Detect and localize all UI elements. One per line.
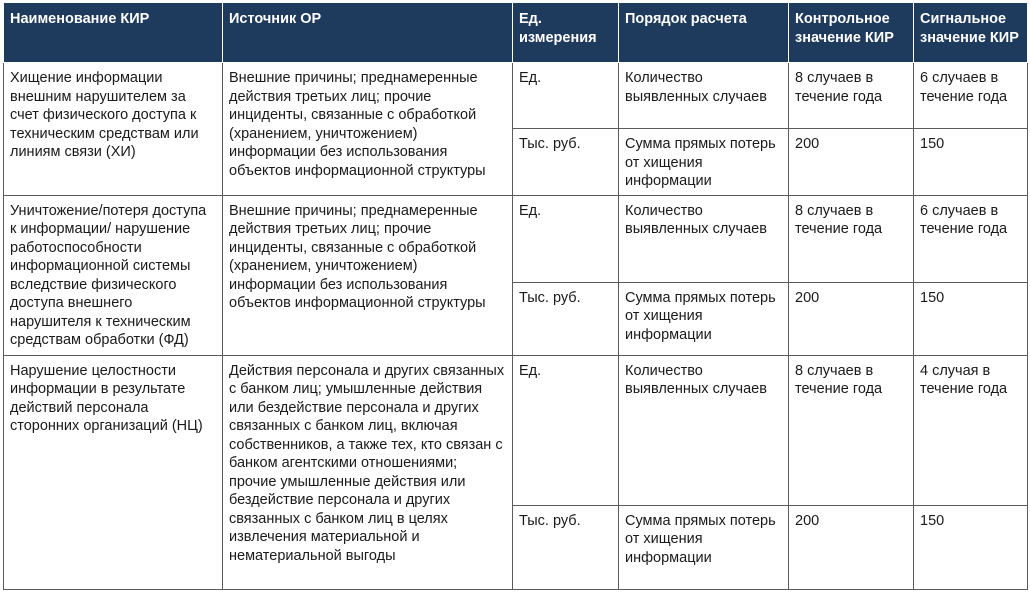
control-value-cell: 200 <box>789 282 914 355</box>
header-unit: Ед. измерения <box>513 3 619 63</box>
header-signal: Сигнальное значение КИР <box>914 3 1028 63</box>
method-cell: Сумма прямых потерь от хищения информации <box>619 129 789 196</box>
header-method: Порядок расчета <box>619 3 789 63</box>
header-row <box>4 3 1028 63</box>
control-value-cell: 200 <box>789 129 914 196</box>
signal-value-cell: 6 случаев в течение года <box>914 195 1028 282</box>
kir-name-cell: Уничтожение/потеря доступа к информации/ нарушение работоспособности информационной системы вследствие физического доступа внешнего нарушителя к техническим средствам обработки (ФД) <box>4 195 223 355</box>
risk-source-cell: Внешние причины; преднамеренные действия третьих лиц; прочие инциденты, связанные с обработкой (хранением, уничтожением) информации без использования объектов информационной структуры <box>223 63 513 196</box>
kir-name-cell: Хищение информации внешним нарушителем за счет физического доступа к техническим средствам или линиям связи (ХИ) <box>4 63 223 196</box>
unit-cell: Ед. <box>513 355 619 505</box>
table-row <box>4 355 1028 505</box>
table-row <box>4 195 1028 282</box>
header-control: Контрольное значение КИР <box>789 3 914 63</box>
signal-value-cell: 150 <box>914 282 1028 355</box>
unit-cell: Ед. <box>513 195 619 282</box>
risk-source-cell: Действия персонала и других связанных с банком лиц; умышленные действия или бездействие персонала и других связанных с банком лиц, включая собственников, а также тех, кто связан с банком агентскими отношениями; прочие умышленные действия или бездействие персонала и других связанных с банком лиц в целях извлечения материальной и нематериальной выгоды <box>223 355 513 589</box>
signal-value-cell: 150 <box>914 129 1028 196</box>
signal-value-cell: 150 <box>914 505 1028 589</box>
method-cell: Количество выявленных случаев <box>619 355 789 505</box>
signal-value-cell: 6 случаев в течение года <box>914 63 1028 129</box>
control-value-cell: 200 <box>789 505 914 589</box>
unit-cell: Ед. <box>513 63 619 129</box>
control-value-cell: 8 случаев в течение года <box>789 195 914 282</box>
unit-cell: Тыс. руб. <box>513 505 619 589</box>
unit-cell: Тыс. руб. <box>513 282 619 355</box>
method-cell: Сумма прямых потерь от хищения информации <box>619 282 789 355</box>
method-cell: Количество выявленных случаев <box>619 63 789 129</box>
header-name: Наименование КИР <box>4 3 223 63</box>
unit-cell: Тыс. руб. <box>513 129 619 196</box>
method-cell: Количество выявленных случаев <box>619 195 789 282</box>
method-cell: Сумма прямых потерь от хищения информации <box>619 505 789 589</box>
control-value-cell: 8 случаев в течение года <box>789 355 914 505</box>
risk-source-cell: Внешние причины; преднамеренные действия третьих лиц; прочие инциденты, связанные с обработкой (хранением, уничтожением) информации без использования объектов информационной структуры <box>223 195 513 355</box>
control-value-cell: 8 случаев в течение года <box>789 63 914 129</box>
signal-value-cell: 4 случая в течение года <box>914 355 1028 505</box>
table-row <box>4 63 1028 129</box>
kir-name-cell: Нарушение целостности информации в результате действий персонала сторонних организаций (НЦ) <box>4 355 223 589</box>
kir-table <box>3 2 1028 590</box>
header-source: Источник ОР <box>223 3 513 63</box>
